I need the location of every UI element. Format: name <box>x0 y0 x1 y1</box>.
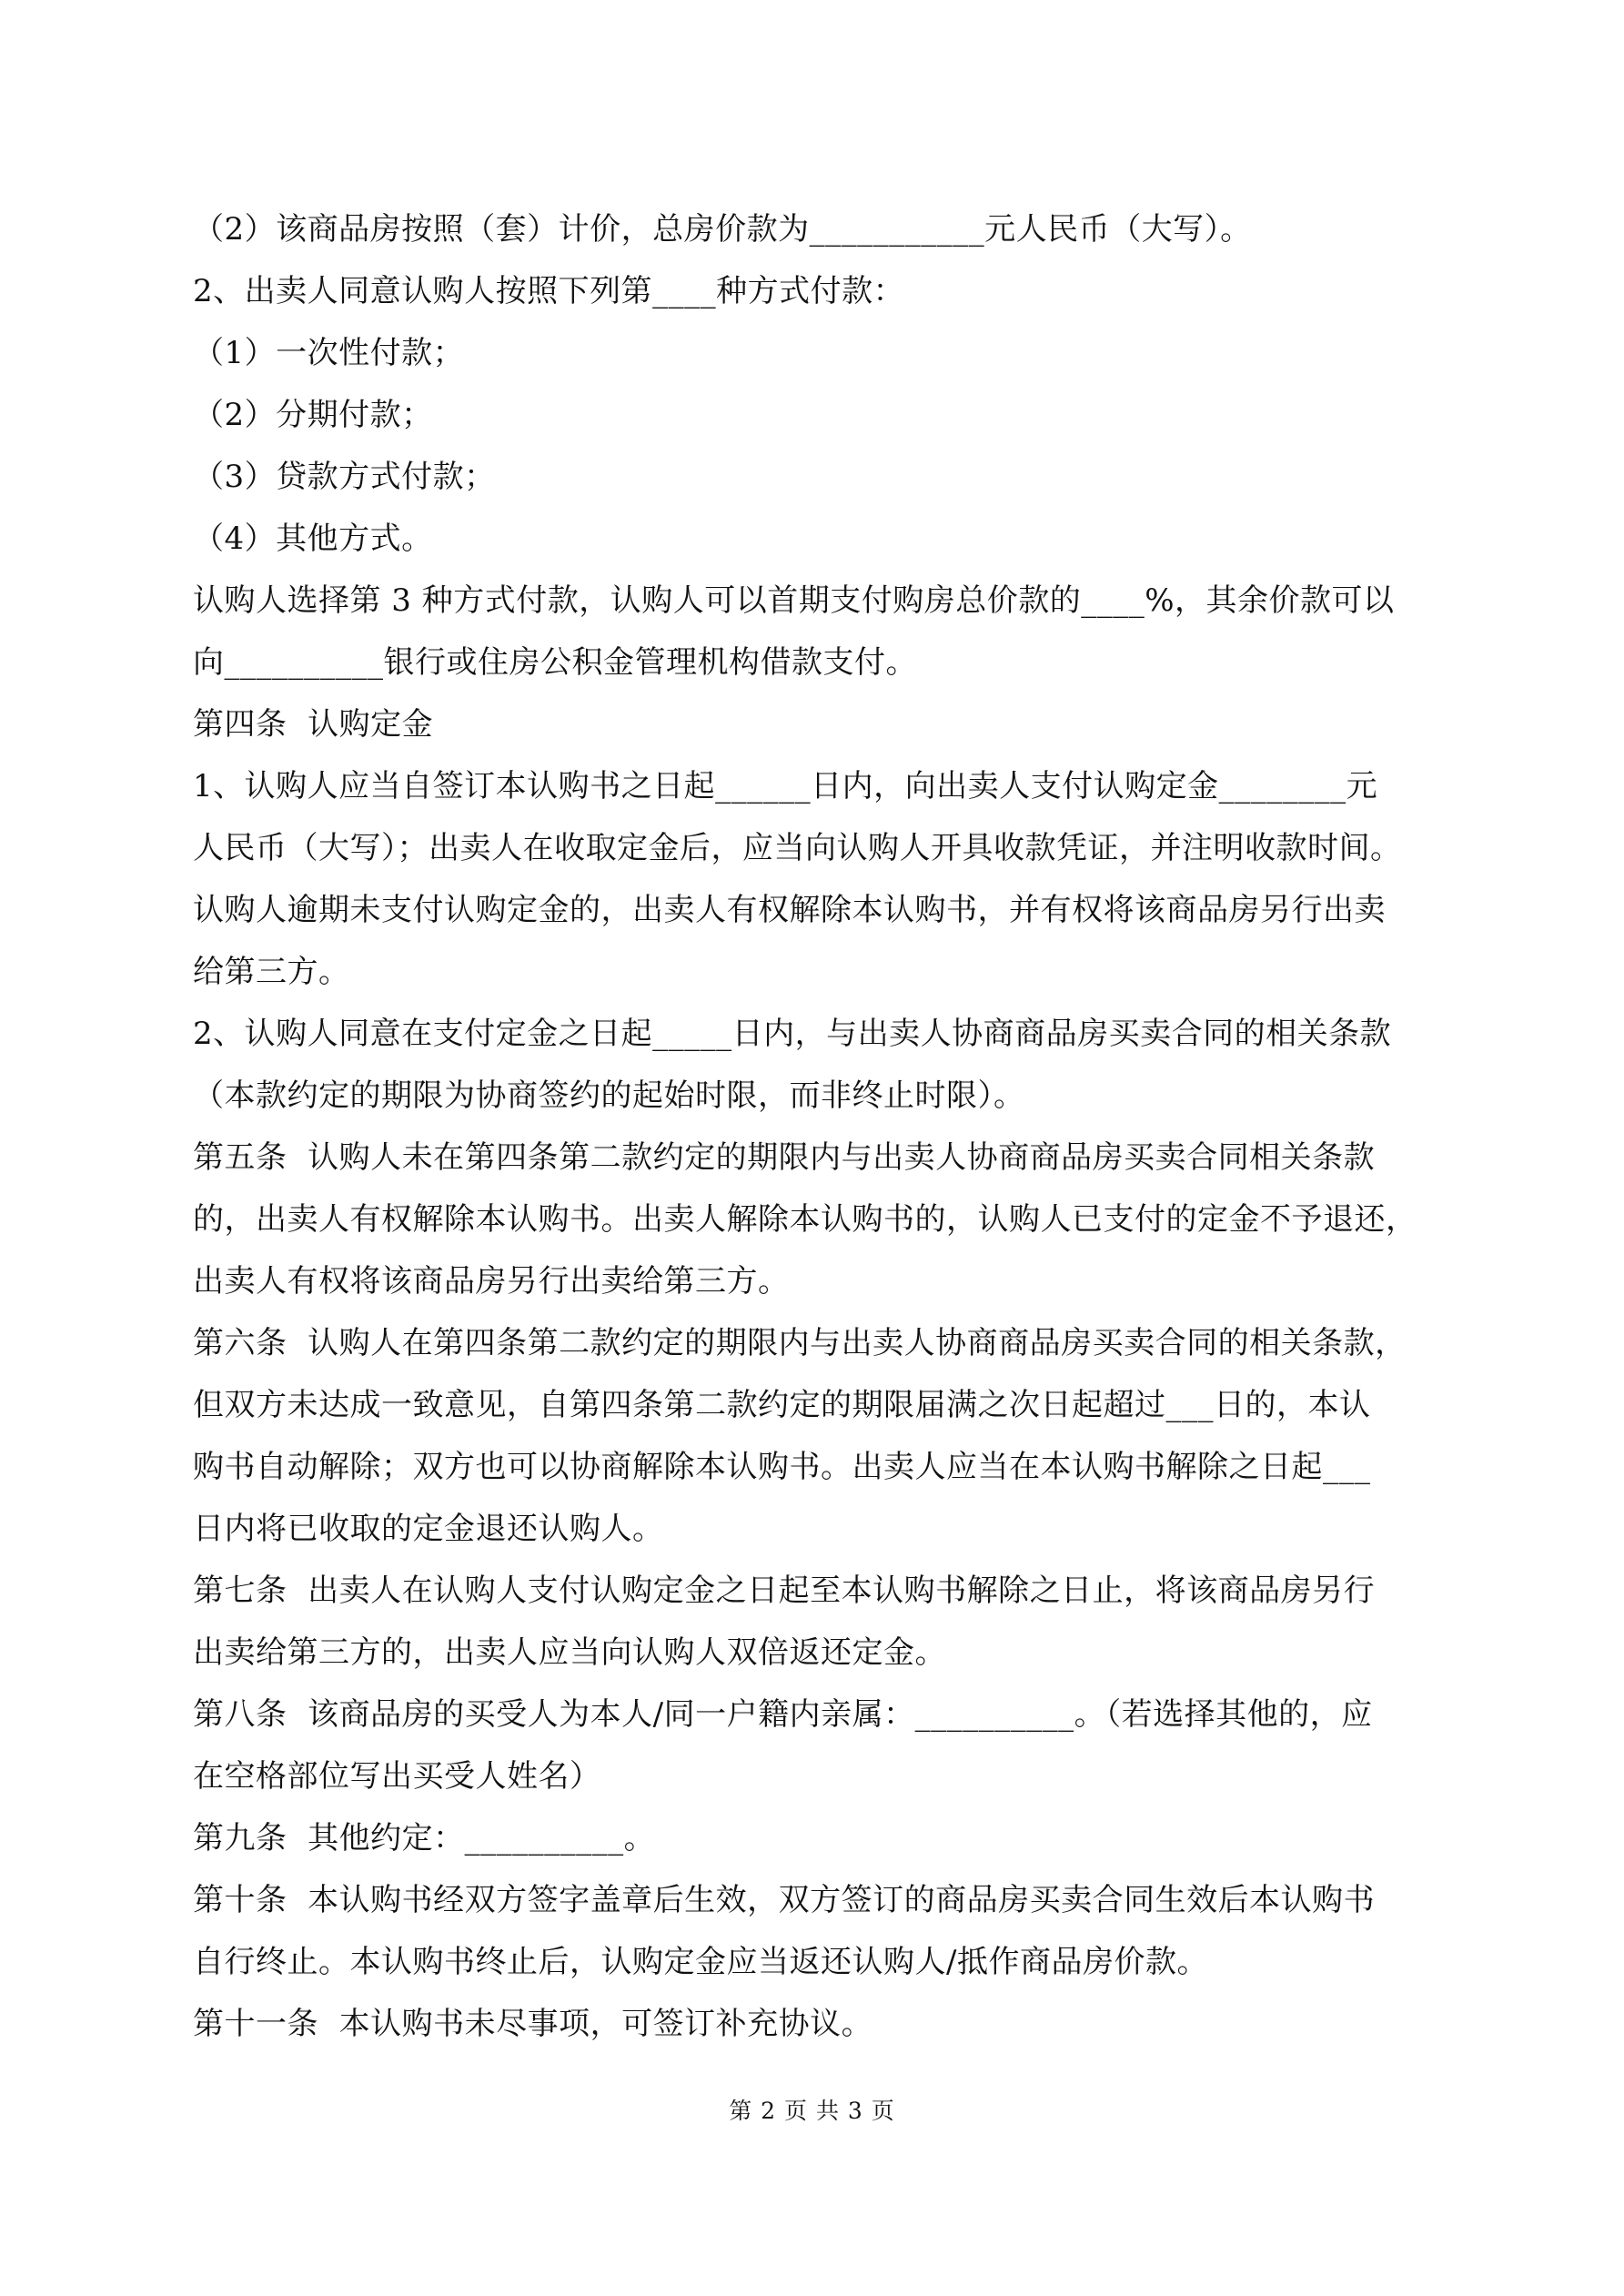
text-line: 但双方未达成一致意见，自第四条第二款约定的期限届满之次日起超过___日的，本认 <box>193 1387 1371 1423</box>
text-line: 出卖人有权将该商品房另行出卖给第三方。 <box>193 1263 790 1300</box>
text-line: （2）该商品房按照（套）计价，总房价款为___________元人民币（大写）。 <box>193 211 1252 248</box>
text-line: （本款约定的期限为协商签约的起始时限，而非终止时限）。 <box>193 1077 1025 1114</box>
section-heading: 第四条 认购定金 <box>193 706 434 743</box>
text-line: 在空格部位写出买受人姓名） <box>193 1758 601 1795</box>
text-line: 购书自动解除；双方也可以协商解除本认购书。出卖人应当在本认购书解除之日起___ <box>193 1449 1371 1485</box>
text-line: 给第三方。 <box>193 954 350 990</box>
text-line: 出卖给第三方的，出卖人应当向认购人双倍返还定金。 <box>193 1634 946 1671</box>
text-line: 认购人选择第 3 种方式付款，认购人可以首期支付购房总价款的____%，其余价款可以 <box>193 582 1395 619</box>
text-line: 第十一条 本认购书未尽事项，可签订补充协议。 <box>193 2006 873 2042</box>
page-number-footer: 第 2 页 共 3 页 <box>729 2098 895 2124</box>
text-line: 人民币（大写）；出卖人在收取定金后，应当向认购人开具收款凭证，并注明收款时间。 <box>193 830 1402 866</box>
text-line: 第七条 出卖人在认购人支付认购定金之日起至本认购书解除之日止，将该商品房另行 <box>193 1573 1376 1609</box>
text-line: 第五条 认购人未在第四条第二款约定的期限内与出卖人协商商品房买卖合同相关条款 <box>193 1139 1376 1176</box>
text-line: （3）贷款方式付款； <box>193 459 496 495</box>
text-line: 的，出卖人有权解除本认购书。出卖人解除本认购书的，认购人已支付的定金不予退还， <box>193 1201 1417 1238</box>
text-line: 第十条 本认购书经双方签字盖章后生效，双方签订的商品房买卖合同生效后本认购书 <box>193 1882 1376 1918</box>
text-line: （1）一次性付款； <box>193 335 465 371</box>
text-line: 1、认购人应当自签订本认购书之日起______日内，向出卖人支付认购定金________元 <box>193 768 1378 804</box>
text-line: （4）其他方式。 <box>193 521 433 557</box>
text-line: 向__________银行或住房公积金管理机构借款支付。 <box>193 644 917 681</box>
text-line: 第八条 该商品房的买受人为本人/同一户籍内亲属：__________。（若选择其他的，应 <box>193 1696 1373 1733</box>
text-line: 自行终止。本认购书终止后，认购定金应当返还认购人/抵作商品房价款。 <box>193 1944 1208 1980</box>
text-line: 2、出卖人同意认购人按照下列第____种方式付款： <box>193 273 905 309</box>
text-line: 2、认购人同意在支付定金之日起_____日内，与出卖人协商商品房买卖合同的相关条款 <box>193 1016 1392 1052</box>
text-line: （2）分期付款； <box>193 397 433 433</box>
text-line: 第六条 认购人在第四条第二款约定的期限内与出卖人协商商品房买卖合同的相关条款， <box>193 1325 1407 1361</box>
text-line: 认购人逾期未支付认购定金的，出卖人有权解除本认购书，并有权将该商品房另行出卖 <box>193 892 1386 928</box>
text-line: 第九条 其他约定：__________。 <box>193 1820 656 1856</box>
text-line: 日内将已收取的定金退还认购人。 <box>193 1511 664 1547</box>
document-body <box>193 198 1435 2055</box>
